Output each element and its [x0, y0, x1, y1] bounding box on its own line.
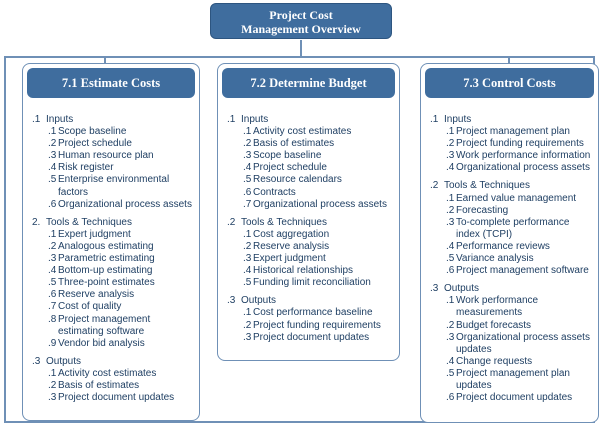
list-item: [48, 289, 193, 301]
list-item: [243, 277, 393, 289]
panel-section: [32, 114, 193, 211]
item-text: Project management plan updates: [456, 367, 570, 391]
section-title: [430, 283, 592, 295]
item-number: .6: [446, 265, 455, 277]
item-text: Cost performance baseline: [253, 307, 373, 319]
list-item: [48, 150, 193, 162]
list-item: [446, 162, 592, 174]
list-item: [446, 126, 592, 138]
section-title: [32, 356, 193, 368]
item-text: Historical relationships: [253, 265, 354, 277]
list-item: [446, 253, 592, 265]
item-number: .1: [446, 126, 455, 138]
item-number: .1: [446, 192, 455, 204]
item-number: .2: [446, 204, 455, 216]
item-text: Project document updates: [456, 392, 573, 404]
item-number: .6: [446, 392, 455, 404]
list-item: [48, 174, 193, 198]
list-item: [243, 241, 393, 253]
section-number: 2.: [32, 216, 41, 228]
list-item: [48, 241, 193, 253]
list-item: [48, 338, 193, 350]
section-label: Inputs: [241, 114, 269, 125]
item-number: .3: [446, 331, 455, 343]
item-text: Variance analysis: [456, 253, 534, 265]
item-number: .4: [48, 162, 57, 174]
item-number: .1: [48, 126, 57, 138]
item-text: Resource calendars: [253, 174, 342, 186]
list-item: [48, 229, 193, 241]
section-items: [446, 126, 592, 174]
list-item: [243, 126, 393, 138]
item-number: .2: [446, 319, 455, 331]
list-item: [446, 265, 592, 277]
item-text: Cost of quality: [58, 301, 122, 313]
item-number: .3: [48, 150, 57, 162]
item-number: .3: [243, 253, 252, 265]
item-text: Work performance measurements: [456, 295, 539, 319]
section-title: [227, 295, 393, 307]
item-number: .5: [446, 253, 455, 265]
section-title: [227, 114, 393, 126]
item-text: Bottom-up estimating: [58, 265, 153, 277]
list-item: [48, 380, 193, 392]
panel-body: [430, 114, 592, 410]
item-text: Analogous estimating: [58, 240, 154, 252]
item-text: Organizational process assets: [58, 198, 192, 210]
list-item: [446, 356, 592, 368]
item-number: .2: [243, 319, 252, 331]
list-item: [243, 253, 393, 265]
panel-section: [32, 217, 193, 350]
section-items: [48, 368, 193, 404]
item-number: .4: [446, 240, 455, 252]
item-number: .1: [243, 126, 252, 138]
item-text: To-complete performance index (TCPI): [456, 216, 570, 240]
panel-section: [227, 114, 393, 211]
item-number: .2: [243, 138, 252, 150]
item-number: .3: [446, 150, 455, 162]
item-text: Project management plan: [456, 126, 570, 138]
section-label: Tools & Techniques: [444, 180, 530, 192]
list-item: [243, 138, 393, 150]
list-item: [446, 332, 592, 356]
item-text: Basis of estimates: [58, 379, 140, 391]
section-title: [32, 114, 193, 126]
section-items: [48, 229, 193, 350]
item-number: .5: [48, 277, 57, 289]
item-number: .3: [446, 216, 455, 228]
section-title: [227, 217, 393, 229]
item-number: .5: [446, 367, 455, 379]
section-number: .3: [32, 355, 41, 367]
item-number: .5: [243, 277, 252, 289]
list-item: [446, 138, 592, 150]
panel-determine-budget: [217, 63, 400, 361]
item-text: Change requests: [456, 355, 533, 367]
list-item: [48, 314, 193, 338]
list-item: [48, 126, 193, 138]
list-item: [243, 187, 393, 199]
list-item: [48, 265, 193, 277]
item-text: Project funding requirements: [456, 138, 584, 150]
section-label: Inputs: [444, 114, 472, 125]
panel-body: [32, 114, 193, 410]
item-text: Project management estimating software: [58, 313, 151, 337]
item-number: .2: [48, 240, 57, 252]
item-number: .3: [243, 331, 252, 343]
list-item: [243, 229, 393, 241]
item-number: .5: [48, 174, 57, 186]
section-items: [48, 126, 193, 211]
list-item: [446, 320, 592, 332]
section-number: .2: [227, 216, 236, 228]
section-items: [243, 229, 393, 289]
item-number: .1: [243, 228, 252, 240]
list-item: [446, 150, 592, 162]
item-text: Reserve analysis: [253, 240, 330, 252]
item-text: Contracts: [253, 186, 296, 198]
overview-title-box: [210, 3, 392, 39]
panel-section: [430, 180, 592, 277]
item-number: .8: [48, 313, 57, 325]
item-text: Project document updates: [253, 331, 370, 343]
item-number: .4: [243, 265, 252, 277]
panel-section: [430, 283, 592, 404]
item-text: Expert judgment: [253, 253, 326, 265]
item-text: Basis of estimates: [253, 138, 335, 150]
item-number: .5: [243, 174, 252, 186]
connector-horizontal: [4, 56, 594, 58]
panel-estimate-costs: [22, 63, 200, 421]
item-text: Organizational process assets updates: [456, 331, 590, 355]
section-items: [446, 295, 592, 404]
list-item: [48, 368, 193, 380]
panel-section: [227, 295, 393, 343]
list-item: [243, 174, 393, 186]
section-number: .1: [32, 114, 41, 125]
item-text: Parametric estimating: [58, 253, 155, 265]
list-item: [243, 265, 393, 277]
list-item: [446, 241, 592, 253]
list-item: [48, 138, 193, 150]
section-label: Inputs: [46, 114, 74, 125]
item-number: .9: [48, 337, 57, 349]
list-item: [48, 253, 193, 265]
item-text: Enterprise environmental factors: [58, 174, 170, 198]
item-text: Scope baseline: [253, 150, 322, 162]
item-number: .4: [243, 162, 252, 174]
item-text: Project schedule: [58, 138, 132, 150]
section-title: [32, 217, 193, 229]
list-item: [243, 199, 393, 211]
section-label: Tools & Techniques: [241, 216, 327, 228]
list-item: [48, 392, 193, 404]
list-item: [446, 205, 592, 217]
list-item: [243, 307, 393, 319]
panel-section: [32, 356, 193, 404]
item-number: .7: [48, 301, 57, 313]
section-title: [430, 114, 592, 126]
section-items: [243, 126, 393, 211]
item-text: Scope baseline: [58, 126, 127, 138]
panel-control-costs: [420, 63, 599, 423]
item-text: Three-point estimates: [58, 277, 155, 289]
item-number: .4: [48, 265, 57, 277]
item-number: .3: [48, 392, 57, 404]
item-text: Project funding requirements: [253, 319, 381, 331]
item-text: Work performance information: [456, 150, 591, 162]
section-items: [243, 307, 393, 343]
list-item: [48, 277, 193, 289]
list-item: [446, 295, 592, 319]
item-number: .6: [243, 186, 252, 198]
item-number: .1: [48, 367, 57, 379]
item-text: Forecasting: [456, 204, 509, 216]
item-text: Cost aggregation: [253, 228, 330, 240]
section-number: .1: [227, 114, 236, 125]
section-items: [446, 193, 592, 278]
section-label: Tools & Techniques: [46, 216, 132, 228]
overview-title-line2: Management Overview: [241, 22, 361, 36]
item-number: .6: [48, 289, 57, 301]
item-text: Project document updates: [58, 392, 175, 404]
panel-body: [227, 114, 393, 350]
section-number: .2: [430, 180, 439, 192]
list-item: [446, 392, 592, 404]
section-label: Outputs: [241, 295, 277, 307]
item-text: Risk register: [58, 162, 114, 174]
item-number: .4: [446, 355, 455, 367]
section-label: Outputs: [46, 355, 82, 367]
panel-header: 7.2 Determine Budget: [222, 68, 395, 98]
panel-header: 7.3 Control Costs: [425, 68, 594, 98]
list-item: [243, 332, 393, 344]
item-text: Budget forecasts: [456, 319, 532, 331]
panel-section: [227, 217, 393, 290]
section-number: .1: [430, 114, 439, 125]
item-text: Project management software: [456, 265, 589, 277]
item-number: .3: [243, 150, 252, 162]
item-number: .7: [243, 198, 252, 210]
list-item: [48, 162, 193, 174]
section-number: .3: [430, 283, 439, 295]
item-number: .1: [48, 228, 57, 240]
section-title: [430, 180, 592, 192]
panel-header: 7.1 Estimate Costs: [27, 68, 195, 98]
list-item: [243, 162, 393, 174]
item-text: Organizational process assets: [253, 198, 387, 210]
item-text: Vendor bid analysis: [58, 337, 145, 349]
item-number: .2: [243, 240, 252, 252]
section-label: Outputs: [444, 283, 480, 295]
list-item: [48, 301, 193, 313]
item-number: .2: [446, 138, 455, 150]
item-text: Project schedule: [253, 162, 327, 174]
connector-top-stem: [300, 40, 302, 57]
item-text: Activity cost estimates: [253, 126, 352, 138]
item-number: .2: [48, 379, 57, 391]
item-number: .1: [243, 307, 252, 319]
item-text: Reserve analysis: [58, 289, 135, 301]
overview-title-line1: Project Cost: [269, 8, 333, 22]
list-item: [243, 320, 393, 332]
list-item: [243, 150, 393, 162]
list-item: [48, 199, 193, 211]
item-text: Funding limit reconciliation: [253, 277, 371, 289]
item-text: Performance reviews: [456, 240, 550, 252]
item-number: .6: [48, 198, 57, 210]
item-text: Expert judgment: [58, 228, 131, 240]
item-number: .3: [48, 253, 57, 265]
list-item: [446, 193, 592, 205]
item-text: Earned value management: [456, 192, 577, 204]
item-text: Activity cost estimates: [58, 367, 157, 379]
section-number: .3: [227, 295, 236, 307]
connector-left-vertical: [4, 56, 6, 422]
panel-section: [430, 114, 592, 174]
item-number: .4: [446, 162, 455, 174]
item-number: .1: [446, 295, 455, 307]
item-text: Organizational process assets: [456, 162, 590, 174]
item-number: .2: [48, 138, 57, 150]
list-item: [446, 368, 592, 392]
item-text: Human resource plan: [58, 150, 154, 162]
list-item: [446, 217, 592, 241]
